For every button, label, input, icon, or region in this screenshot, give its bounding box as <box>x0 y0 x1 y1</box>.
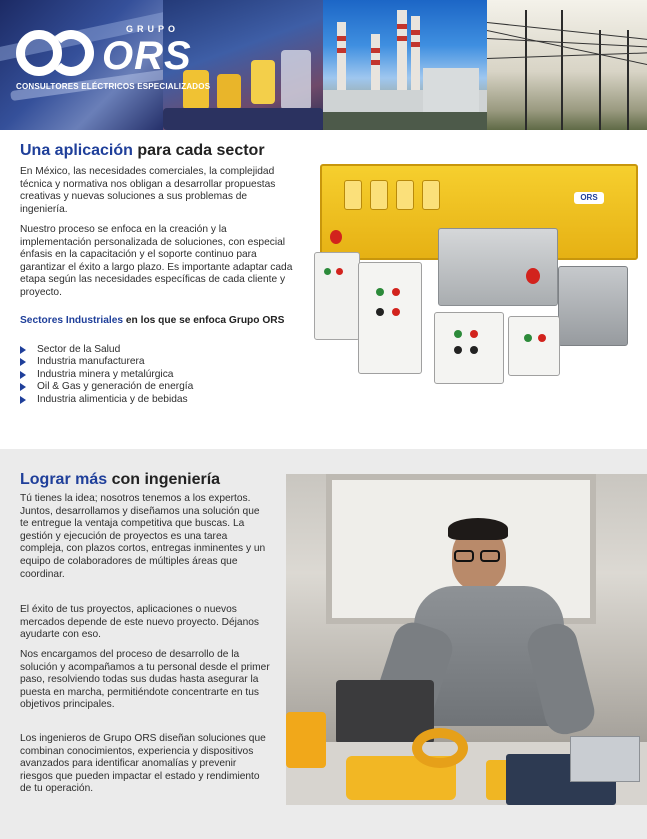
transformer-unit <box>438 228 558 306</box>
bullet-arrow-icon <box>20 383 26 391</box>
current-clamp <box>412 728 468 768</box>
header-banner <box>0 0 647 130</box>
section2-paragraph-1: Tú tienes la idea; nosotros tenemos a los expertos. Juntos, desarrollamos y diseñamos una solución que te entregue la ventaja competitiva que buscas. La gestión y ejecución de proyectos es una tarea compleja, con plazos cortos, entregas inminentes y un equipo de colaboradores de múltiples áreas que coordinar. <box>20 493 266 580</box>
control-panel <box>314 252 360 340</box>
bullet-arrow-icon <box>20 358 26 366</box>
control-panel <box>508 316 560 376</box>
section2-title <box>20 471 220 489</box>
sectors-heading-accent: Sectores Industriales <box>20 315 124 326</box>
control-panel <box>434 312 504 384</box>
bullet-arrow-icon <box>20 396 26 404</box>
logo-tagline: CONSULTORES ELÉCTRICOS ESPECIALIZADOS <box>16 82 211 91</box>
section2-title-accent: Lograr más <box>20 471 108 488</box>
sectors-list <box>20 344 290 406</box>
control-panel <box>358 262 422 374</box>
bullet-arrow-icon <box>20 346 26 354</box>
equipment-brand-label: ORS <box>574 192 604 204</box>
section1-paragraph-2: Nuestro proceso se enfoca en la creación y la implementación personalizada de soluciones, con especial énfasis en la capacitación y el soporte continuo para garantizar el éxito a largo plazo. Es importante adaptar cada etapa según las necesidades específicas de cada cliente y proyecto. <box>20 224 293 298</box>
section1-title <box>20 142 265 160</box>
banner-photo-power-plant <box>323 0 487 130</box>
bullet-arrow-icon <box>20 371 26 379</box>
logo-name: ORS <box>102 34 192 78</box>
section2-title-rest: con ingeniería <box>107 471 221 488</box>
list-item: Sector de la Salud <box>20 344 290 356</box>
sectors-heading-rest: en los que se enfoca Grupo ORS <box>123 315 285 326</box>
warning-beacon-icon <box>526 268 540 284</box>
section1-paragraph-1: En México, las necesidades comerciales, la complejidad técnica y normativa nos obligan a desarrollar propuestas creativas y nuevas soluciones a sus problemas de ingeniería. <box>20 166 276 215</box>
electrical-equipment-image <box>314 158 640 390</box>
section2-paragraph-4: Los ingenieros de Grupo ORS diseñan soluciones que combinan conocimientos, experiencia y dispositivos avanzados para identificar anomalías y prevenir riesgos que pueden impactar el estado y rendimiento de tu operación. <box>20 733 266 795</box>
warning-beacon-icon <box>330 230 342 244</box>
engineer-photo <box>286 474 647 805</box>
logo-ring-icon <box>48 30 94 76</box>
section1-title-rest: para cada sector <box>132 142 265 159</box>
section1-title-accent: Una aplicación <box>20 142 133 159</box>
list-item: Oil & Gas y generación de energía <box>20 381 290 393</box>
banner-photo-transmission-towers <box>487 0 647 130</box>
logo-grupo: GRUPO <box>126 24 180 34</box>
company-logo <box>16 22 236 92</box>
section2-paragraph-3: Nos encargamos del proceso de desarrollo de la solución y acompañamos a tu personal desde el primer paso, resolviendo todas sus dudas hasta asegurar la puesta en marcha, permitiéndote concentrarte en tus objetivos principales. <box>20 649 270 711</box>
section2-paragraph-2: El éxito de tus proyectos, aplicaciones o nuevos mercados depende de este nuevo proyecto. Déjanos ayudarte con eso. <box>20 604 259 641</box>
multimeter-device <box>286 712 326 768</box>
sectors-heading <box>20 315 290 328</box>
glasses-icon <box>454 550 474 562</box>
list-item: Industria minera y metalúrgica <box>20 369 290 381</box>
list-item: Industria manufacturera <box>20 356 290 368</box>
list-item: Industria alimenticia y de bebidas <box>20 394 290 406</box>
